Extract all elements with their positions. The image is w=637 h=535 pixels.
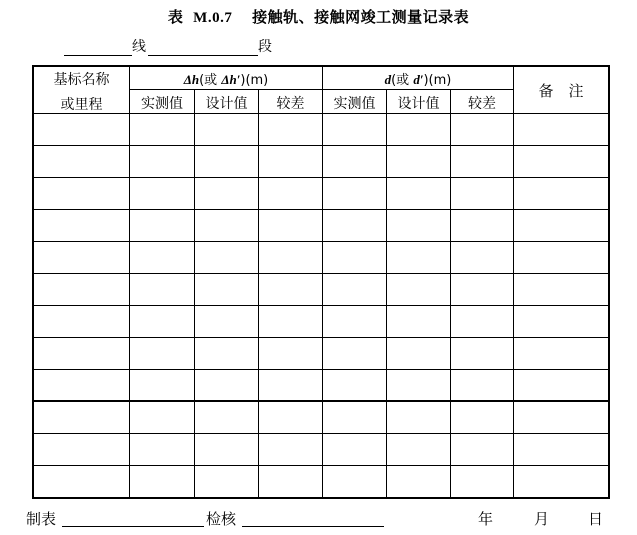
signature-footer [26, 508, 626, 530]
subheader-measured-1: 实测值 [141, 96, 183, 112]
header-d-alt: d′ [413, 72, 424, 87]
row-line [34, 465, 608, 466]
section-label: 段 [258, 39, 272, 55]
row-line [34, 337, 608, 338]
header-d-main: d [384, 72, 392, 87]
title-prefix: 表 [167, 8, 184, 26]
header-d-close: )(m) [423, 73, 452, 88]
row-line [34, 209, 608, 210]
month-label: 月 [534, 510, 550, 528]
subheader-design-2: 设计值 [397, 96, 440, 112]
header-divider [129, 89, 514, 90]
line-name-blank[interactable] [64, 39, 132, 56]
section-name-blank[interactable] [148, 39, 258, 56]
line-section-row [64, 36, 272, 56]
row-line [34, 369, 608, 370]
day-label: 日 [588, 510, 604, 528]
header-delta-h-open: (或 [199, 73, 218, 88]
row-line [34, 273, 608, 274]
year-label: 年 [478, 510, 494, 528]
form-title [0, 6, 637, 27]
title-code: M.0.7 [193, 10, 233, 26]
subheader-diff-2: 较差 [468, 96, 496, 112]
header-delta-h-alt: Δh′ [221, 72, 241, 87]
header-delta-h-close: )(m) [240, 73, 269, 88]
subheader-diff-1: 较差 [276, 96, 305, 112]
row-line [34, 433, 608, 434]
row-line [34, 305, 608, 306]
header-delta-h [130, 69, 322, 88]
header-delta-h-main: Δh [183, 72, 200, 87]
header-remark: 备 注 [538, 82, 584, 100]
header-station-2: 或里程 [60, 97, 103, 113]
title-name: 接触轨、接触网竣工测量记录表 [252, 8, 470, 26]
subheader-design-1: 设计值 [205, 96, 248, 112]
header-d [323, 69, 513, 88]
survey-record-table [32, 65, 610, 499]
header-d-open: (或 [391, 73, 410, 88]
checked-by-label: 检核 [206, 510, 237, 528]
checked-by-blank[interactable] [242, 510, 384, 527]
col-divider [386, 90, 387, 497]
made-by-blank[interactable] [62, 510, 204, 527]
row-line [34, 241, 608, 242]
col-divider [194, 90, 195, 497]
col-divider [450, 90, 451, 497]
header-station: 基标名称 [53, 72, 110, 88]
made-by-label: 制表 [26, 510, 57, 528]
row-line [34, 177, 608, 178]
col-divider [258, 90, 259, 497]
subheader-measured-2: 实测值 [333, 96, 376, 112]
row-line-thick [34, 400, 608, 402]
line-label: 线 [132, 39, 146, 55]
row-line [34, 145, 608, 146]
